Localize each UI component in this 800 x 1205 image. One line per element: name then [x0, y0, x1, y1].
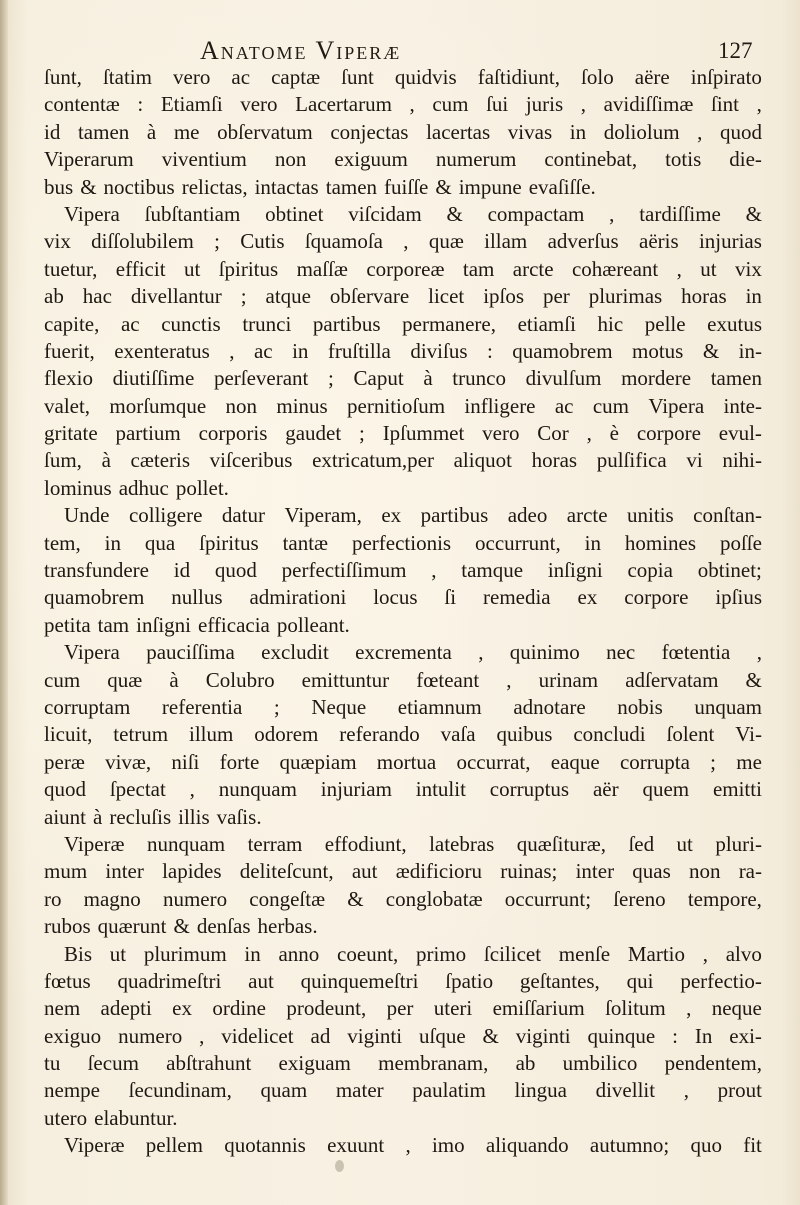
text-line: Unde colligere datur Viperam, ex partibus adeo arcte unitis conſtan-	[64, 503, 762, 528]
text-line: quod ſpectat , nunquam injuriam intulit corruptus aër quem emitti	[44, 777, 762, 802]
text-line: ſum, à cæteris viſceribus extricatum,per aliquot horas pulſifica vi nihi-	[44, 448, 762, 473]
text-line: gritate partium corporis gaudet ; Ipſummet vero Cor , è corpore evul-	[44, 421, 762, 446]
text-line: Viperarum viventium non exiguum numerum continebat, totis die-	[44, 147, 762, 172]
text-line: fœtus quadrimeſtri aut quinquemeſtri ſpatio geſtantes, qui perfectio-	[44, 968, 762, 993]
text-line: fuerit, exenteratus , ac in fruſtilla diviſus : quamobrem motus & in-	[44, 338, 762, 363]
text-line: cum quæ à Colubro emittuntur fœteant , urinam adſervatam &	[44, 667, 762, 692]
text-line: nem adepti ex ordine prodeunt, per uteri emiſſarium ſolitum , neque	[44, 996, 762, 1021]
text-line: contentæ : Etiamſi vero Lacertarum , cum ſui juris , avidiſſimæ ſint ,	[44, 92, 762, 117]
text-line: transfundere id quod perfectiſſimum , tamque inſigni copia obtinet;	[44, 558, 762, 583]
body-text	[44, 64, 762, 1160]
text-line: vix diſſolubilem ; Cutis ſquamoſa , quæ illam adverſus aëris injurias	[44, 229, 762, 254]
page-gutter-shadow	[0, 0, 8, 1205]
text-line: peræ vivæ, niſi forte quæpiam mortua occurrat, eaque corrupta ; me	[44, 749, 762, 774]
text-line: rubos quærunt & denſas herbas.	[44, 914, 318, 939]
text-line: tu ſecum abſtrahunt exiguam membranam, ab umbilico pendentem,	[44, 1051, 762, 1076]
running-title: Anatome Viperæ	[200, 36, 402, 65]
text-line: valet, morſumque non minus pernitioſum infligere ac cum Vipera inte-	[44, 393, 762, 418]
text-line: ro magno numero congeſtæ & conglobatæ occurrunt; ſereno tempore,	[44, 886, 762, 911]
text-line: lominus adhuc pollet.	[44, 475, 229, 500]
text-line: Vipera ſubſtantiam obtinet viſcidam & compactam , tardiſſime &	[64, 201, 762, 226]
text-line: licuit, tetrum illum odorem referando vaſa quibus concludi ſolent Vi-	[44, 722, 762, 747]
text-line: corruptam referentia ; Neque etiamnum adnotare nobis unquam	[44, 694, 762, 719]
text-line: ſunt, ſtatim vero ac captæ ſunt quidvis faſtidiunt, ſolo aëre inſpirato	[44, 65, 762, 89]
text-line: tem, in qua ſpiritus tantæ perfectionis occurrunt, in homines poſſe	[44, 530, 762, 555]
text-line: capite, ac cunctis trunci partibus permanere, etiamſi hic pelle exutus	[44, 311, 762, 336]
text-line: tuetur, efficit ut ſpiritus maſſæ corporeæ tam arcte cohæreant , ut vix	[44, 256, 762, 281]
text-line: Bis ut plurimum in anno coeunt, primo ſcilicet menſe Martio , alvo	[64, 941, 762, 966]
text-line: quamobrem nullus admirationi locus ſi remedia ex corpore ipſius	[44, 585, 762, 610]
text-line: utero elabuntur.	[44, 1105, 178, 1130]
text-line: ab hac divellantur ; atque obſervare licet ipſos per plurimas horas in	[44, 284, 762, 309]
text-line: bus & noctibus relictas, intactas tamen fuiſſe & impune evaſiſſe.	[44, 174, 596, 199]
text-line: petita tam inſigni efficacia polleant.	[44, 612, 350, 637]
text-line: mum inter lapides deliteſcunt, aut ædificioru ruinas; inter quas non ra-	[44, 859, 762, 884]
text-line: flexio diutiſſime perſeverant ; Caput à trunco divulſum mordere tamen	[44, 366, 762, 391]
text-line: aiunt à recluſis illis vaſis.	[44, 804, 262, 829]
text-line: nempe ſecundinam, quam mater paulatim lingua divellit , prout	[44, 1078, 762, 1103]
text-line: Vipera pauciſſima excludit excrementa , quinimo nec fœtentia ,	[64, 640, 762, 665]
text-line: Viperæ pellem quotannis exuunt , imo aliquando autumno; quo fit	[64, 1133, 762, 1158]
text-line: id tamen à me obſervatum conjectas lacertas vivas in doliolum , quod	[44, 119, 762, 144]
text-line: exiguo numero , videlicet ad viginti uſque & viginti quinque : In exi-	[44, 1023, 762, 1048]
page-number: 127	[718, 38, 753, 63]
ink-smudge	[335, 1160, 344, 1172]
text-line: Viperæ nunquam terram effodiunt, latebras quæſituræ, ſed ut pluri-	[64, 831, 762, 856]
